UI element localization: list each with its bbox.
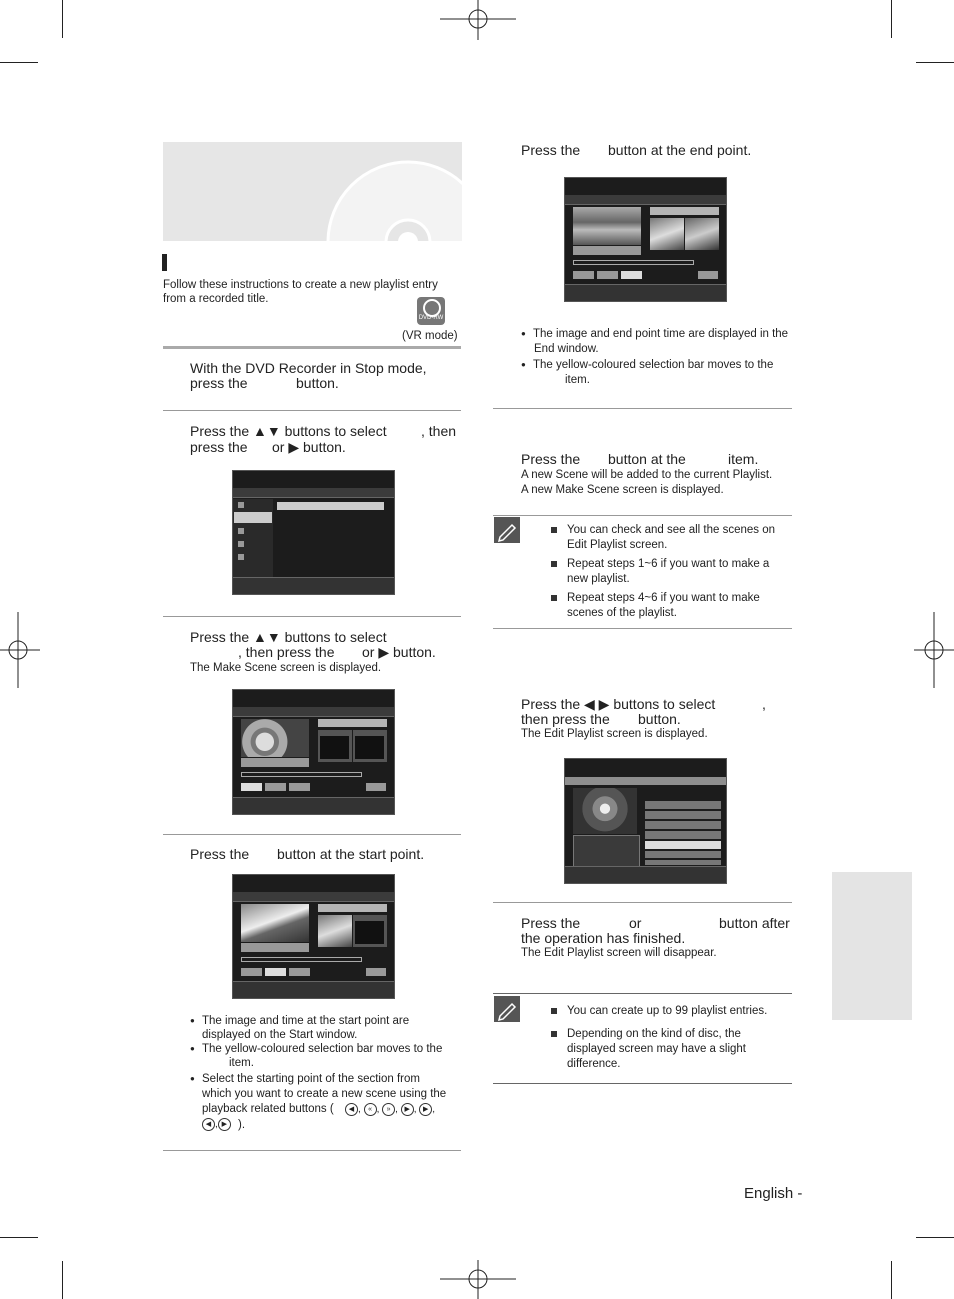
search-back-icon: « bbox=[364, 1103, 377, 1116]
divider bbox=[493, 628, 792, 629]
crop-mark bbox=[0, 62, 38, 63]
divider bbox=[493, 408, 792, 409]
registration-mark-left bbox=[0, 612, 40, 688]
step4-bullet3c: playback related buttons ( bbox=[202, 1103, 334, 1115]
playback-button-icons: ◀ , « , » , ▶ , ▶ , bbox=[345, 1103, 435, 1117]
make-scene-screenshot bbox=[232, 689, 395, 815]
step7-line1b: , bbox=[762, 696, 766, 712]
crop-mark bbox=[891, 1261, 892, 1299]
step5-bullet2b: item. bbox=[565, 374, 590, 386]
search-forward-icon: » bbox=[382, 1103, 395, 1116]
note2-item2b: displayed screen may have a slight bbox=[567, 1043, 746, 1055]
intro-text-1: Follow these instructions to create a new playlist entry bbox=[163, 279, 438, 291]
step4-bullet1b: displayed on the Start window. bbox=[202, 1029, 358, 1041]
step7-line2b: button. bbox=[638, 711, 681, 727]
crop-mark bbox=[0, 1237, 38, 1238]
step3-line1: Press the ▲▼ buttons to select bbox=[190, 629, 387, 645]
divider bbox=[163, 834, 461, 835]
step4-bullet1a: ● The image and time at the start point are bbox=[202, 1014, 409, 1029]
step7-sub: The Edit Playlist screen is displayed. bbox=[521, 728, 708, 740]
intro-text-2: from a recorded title. bbox=[163, 293, 269, 305]
crop-mark bbox=[891, 0, 892, 38]
slow-forward-icon: ▶ bbox=[218, 1118, 231, 1131]
note1-item1b: Edit Playlist screen. bbox=[567, 539, 668, 551]
step4-bullet2a: ● The yellow-coloured selection bar moves to the bbox=[202, 1042, 442, 1057]
edit-playlist-screenshot bbox=[564, 758, 727, 884]
note-bullet-icon bbox=[551, 527, 557, 533]
dvd-rw-badge-icon bbox=[417, 297, 445, 325]
divider bbox=[493, 515, 792, 516]
step7-line1a: Press the ◀ ▶ buttons to select bbox=[521, 696, 716, 712]
step6-line1b: button at the bbox=[608, 451, 686, 467]
note-bullet-icon bbox=[551, 1008, 557, 1014]
side-tab bbox=[832, 872, 912, 1020]
step1-line1: With the DVD Recorder in Stop mode, bbox=[190, 360, 427, 376]
divider bbox=[493, 902, 792, 903]
registration-mark-right bbox=[914, 612, 954, 688]
disc-graphic bbox=[163, 142, 462, 241]
step1-line2a: press the bbox=[190, 375, 248, 391]
step4-line1b: button at the start point. bbox=[277, 846, 425, 862]
crop-mark bbox=[916, 1237, 954, 1238]
start-point-screenshot bbox=[232, 874, 395, 999]
dvd-rw-label: DVD-RW bbox=[418, 315, 444, 321]
step3-line2b: or ▶ button. bbox=[362, 644, 436, 660]
divider bbox=[163, 410, 461, 411]
crop-mark bbox=[62, 1261, 63, 1299]
note1-item1a: You can check and see all the scenes on bbox=[567, 524, 775, 536]
note-icon bbox=[494, 517, 520, 543]
step5-bullet2a: ● The yellow-coloured selection bar moves to the bbox=[533, 358, 773, 373]
step5-line1a: Press the bbox=[521, 142, 581, 158]
skip-back-icon: ◀ bbox=[345, 1103, 358, 1116]
divider bbox=[493, 993, 792, 994]
step5-bullet1a: ● The image and end point time are displayed in the bbox=[533, 327, 788, 342]
menu-screenshot bbox=[232, 470, 395, 595]
skip-forward-icon: ▶ bbox=[419, 1103, 432, 1116]
slow-back-icon: ◀ bbox=[202, 1118, 215, 1131]
step6-line1c: item. bbox=[728, 451, 759, 467]
step5-bullet1b: End window. bbox=[534, 343, 599, 355]
note-icon bbox=[494, 996, 520, 1022]
step8-line1b: or bbox=[629, 915, 642, 931]
note1-item3b: scenes of the playlist. bbox=[567, 607, 677, 619]
step6-line1a: Press the bbox=[521, 451, 581, 467]
step1-line2b: button. bbox=[296, 375, 339, 391]
header-block bbox=[163, 142, 462, 241]
step3-line2a: , then press the bbox=[238, 644, 335, 660]
step2-line2a: press the bbox=[190, 439, 248, 455]
note2-item2a: Depending on the kind of disc, the bbox=[567, 1028, 741, 1040]
step8-sub: The Edit Playlist screen will disappear. bbox=[521, 947, 717, 959]
note-bullet-icon bbox=[551, 561, 557, 567]
registration-mark-top bbox=[440, 0, 516, 40]
note2-item1: You can create up to 99 playlist entries. bbox=[567, 1005, 768, 1017]
step4-bullet2b: item. bbox=[229, 1057, 254, 1069]
step2-line1a: Press the ▲▼ buttons to select bbox=[190, 423, 387, 439]
step8-line1a: Press the bbox=[521, 915, 581, 931]
note1-item3a: Repeat steps 4~6 if you want to make bbox=[567, 592, 760, 604]
step6-sub1: A new Scene will be added to the current Playlist. bbox=[521, 469, 773, 481]
step2-line1b: , then bbox=[421, 423, 457, 439]
crop-mark bbox=[916, 62, 954, 63]
page-language: English - bbox=[744, 1185, 803, 1202]
step3-sub: The Make Scene screen is displayed. bbox=[190, 662, 382, 674]
title-marker bbox=[162, 254, 167, 271]
step4-bullet3d: ). bbox=[238, 1119, 246, 1131]
end-point-screenshot bbox=[564, 177, 727, 302]
step2-line2b: or ▶ button. bbox=[272, 439, 346, 455]
vr-mode-label: (VR mode) bbox=[402, 330, 458, 342]
step4-bullet3b: which you want to create a new scene using the bbox=[202, 1088, 447, 1100]
divider bbox=[163, 1150, 461, 1151]
step5-line1b: button at the end point. bbox=[608, 142, 752, 158]
note1-item2b: new playlist. bbox=[567, 573, 630, 585]
step8-line1c: button after bbox=[719, 915, 790, 931]
divider bbox=[163, 616, 461, 617]
registration-mark-bottom bbox=[440, 1260, 516, 1299]
step6-sub2: A new Make Scene screen is displayed. bbox=[521, 484, 724, 496]
note2-item2c: difference. bbox=[567, 1058, 621, 1070]
step-icon: ▶ bbox=[401, 1103, 414, 1116]
note-bullet-icon bbox=[551, 595, 557, 601]
step7-line2a: then press the bbox=[521, 711, 610, 727]
step4-line1a: Press the bbox=[190, 846, 250, 862]
note1-item2a: Repeat steps 1~6 if you want to make a bbox=[567, 558, 770, 570]
divider bbox=[493, 1083, 792, 1084]
step4-bullet3a: ● Select the starting point of the section from bbox=[202, 1072, 420, 1087]
step8-line2: the operation has finished. bbox=[521, 930, 686, 946]
note-bullet-icon bbox=[551, 1031, 557, 1037]
crop-mark bbox=[62, 0, 63, 38]
playback-button-icons-2: ◀ , ▶ bbox=[202, 1118, 231, 1132]
divider bbox=[163, 346, 461, 349]
